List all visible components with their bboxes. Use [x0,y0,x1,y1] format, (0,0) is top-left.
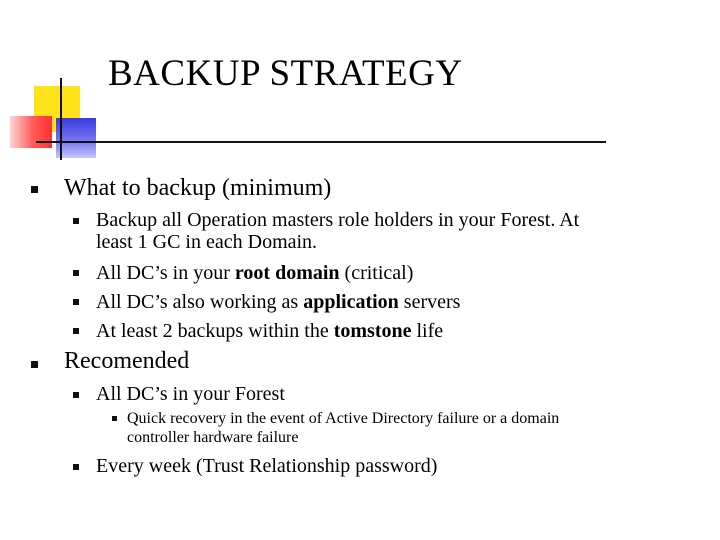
bullet-square-icon [73,299,79,305]
sub-item-quick-recovery [127,409,559,447]
bullet-square-icon [31,361,38,368]
bullet-square-icon [31,186,38,193]
text-run: (critical) [339,262,414,284]
text-run: servers [398,291,461,313]
bullet-square-icon [73,464,79,470]
list-item-line: controller hardware failure [127,429,299,446]
bullet-square-icon [73,328,79,334]
list-item-all-dcs-forest: All DC’s in your Forest [96,383,285,405]
section-heading-recomended: Recomended [64,348,190,374]
list-item-operation-masters [96,209,579,253]
text-run: All DC’s in your [96,262,235,284]
list-item-line: Backup all Operation masters role holders in your Forest. At [96,209,580,231]
list-item-line: Quick recovery in the event of Active Directory failure or a domain [127,410,560,427]
bullet-square-icon [73,392,79,398]
section-heading-what-to-backup: What to backup (minimum) [64,175,332,201]
text-run: At least 2 backups within the [96,320,334,342]
list-item-root-domain [96,262,413,284]
list-item-application-servers [96,291,460,313]
bold-text-run: tomstone [333,320,412,342]
list-item-every-week: Every week (Trust Relationship password) [96,455,438,477]
bullet-square-icon [73,218,79,224]
text-run: All DC’s also working as [96,291,304,313]
bullet-square-icon [73,270,79,276]
list-item-tomstone-life [96,320,443,342]
text-run: life [411,320,444,342]
bold-text-run: root domain [234,262,340,284]
bullet-square-icon [112,416,117,421]
list-item-line: least 1 GC in each Domain. [96,231,318,253]
bold-text-run: application [303,291,399,313]
slide-title: BACKUP STRATEGY [108,53,463,94]
